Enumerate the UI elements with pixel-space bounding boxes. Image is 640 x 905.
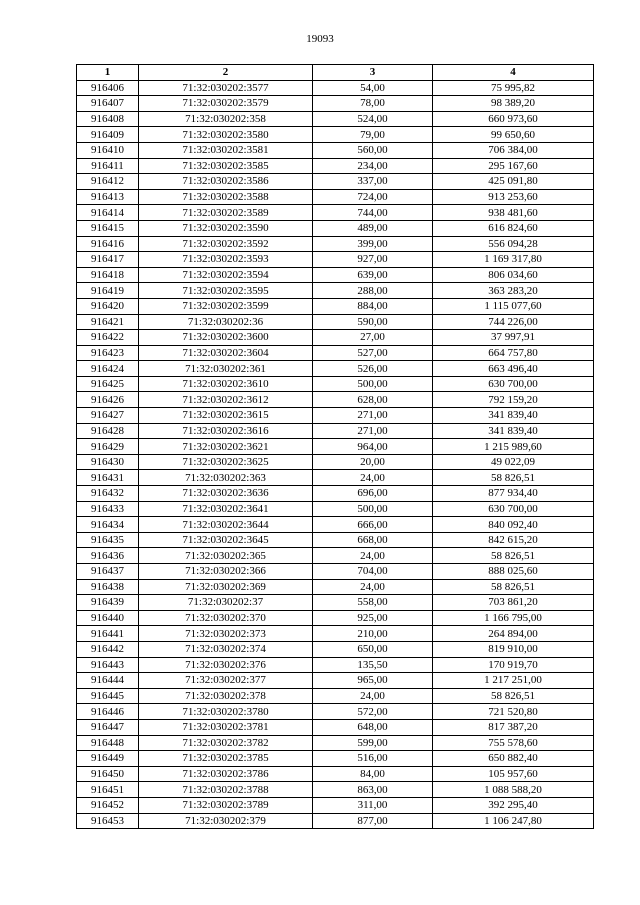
table-row — [77, 439, 594, 455]
cell-area: 877,00 — [313, 813, 433, 829]
cell-area: 648,00 — [313, 719, 433, 735]
table-row — [77, 486, 594, 502]
cell-number: 916419 — [77, 283, 139, 299]
cell-value: 792 159,20 — [433, 392, 594, 408]
cell-value: 819 910,00 — [433, 641, 594, 657]
cell-value: 58 826,51 — [433, 688, 594, 704]
cell-area: 27,00 — [313, 330, 433, 346]
cell-value: 840 092,40 — [433, 517, 594, 533]
cell-area: 925,00 — [313, 610, 433, 626]
cell-number: 916421 — [77, 314, 139, 330]
table-row — [77, 283, 594, 299]
cell-value: 755 578,60 — [433, 735, 594, 751]
cell-cadastral-number: 71:32:030202:3780 — [139, 704, 313, 720]
table-row — [77, 174, 594, 190]
table-row — [77, 564, 594, 580]
cell-cadastral-number: 71:32:030202:369 — [139, 579, 313, 595]
cell-value: 75 995,82 — [433, 80, 594, 96]
cell-cadastral-number: 71:32:030202:3577 — [139, 80, 313, 96]
column-header-2: 2 — [139, 65, 313, 81]
cell-value: 663 496,40 — [433, 361, 594, 377]
cell-area: 311,00 — [313, 797, 433, 813]
cell-number: 916412 — [77, 174, 139, 190]
cell-area: 704,00 — [313, 564, 433, 580]
cell-area: 234,00 — [313, 158, 433, 174]
cell-number: 916422 — [77, 330, 139, 346]
table-row — [77, 236, 594, 252]
cell-area: 78,00 — [313, 96, 433, 112]
cell-cadastral-number: 71:32:030202:37 — [139, 595, 313, 611]
cell-area: 271,00 — [313, 423, 433, 439]
cell-area: 399,00 — [313, 236, 433, 252]
cell-value: 721 520,80 — [433, 704, 594, 720]
cell-area: 288,00 — [313, 283, 433, 299]
table-row — [77, 579, 594, 595]
cell-value: 425 091,80 — [433, 174, 594, 190]
cell-number: 916432 — [77, 486, 139, 502]
table-row — [77, 751, 594, 767]
table-row — [77, 735, 594, 751]
table-row — [77, 298, 594, 314]
cell-value: 616 824,60 — [433, 220, 594, 236]
table-row — [77, 205, 594, 221]
cell-value: 58 826,51 — [433, 470, 594, 486]
cell-cadastral-number: 71:32:030202:3581 — [139, 142, 313, 158]
cell-value: 877 934,40 — [433, 486, 594, 502]
table-row — [77, 657, 594, 673]
table-row — [77, 517, 594, 533]
table-row — [77, 532, 594, 548]
cell-area: 24,00 — [313, 579, 433, 595]
cell-cadastral-number: 71:32:030202:3595 — [139, 283, 313, 299]
cell-cadastral-number: 71:32:030202:370 — [139, 610, 313, 626]
cell-cadastral-number: 71:32:030202:358 — [139, 111, 313, 127]
cell-area: 590,00 — [313, 314, 433, 330]
table-row — [77, 127, 594, 143]
cell-cadastral-number: 71:32:030202:3645 — [139, 532, 313, 548]
cell-number: 916446 — [77, 704, 139, 720]
cell-area: 964,00 — [313, 439, 433, 455]
cell-number: 916436 — [77, 548, 139, 564]
cell-value: 1 215 989,60 — [433, 439, 594, 455]
table-row — [77, 158, 594, 174]
cell-value: 341 839,40 — [433, 408, 594, 424]
cell-area: 79,00 — [313, 127, 433, 143]
cell-cadastral-number: 71:32:030202:3615 — [139, 408, 313, 424]
cell-cadastral-number: 71:32:030202:377 — [139, 673, 313, 689]
table-body — [77, 80, 594, 829]
cell-cadastral-number: 71:32:030202:363 — [139, 470, 313, 486]
table-row — [77, 392, 594, 408]
table-row — [77, 423, 594, 439]
cell-cadastral-number: 71:32:030202:366 — [139, 564, 313, 580]
cell-number: 916451 — [77, 782, 139, 798]
cell-cadastral-number: 71:32:030202:3592 — [139, 236, 313, 252]
cell-area: 526,00 — [313, 361, 433, 377]
cell-number: 916416 — [77, 236, 139, 252]
cell-value: 1 106 247,80 — [433, 813, 594, 829]
table-row — [77, 376, 594, 392]
table-header-row — [77, 65, 594, 81]
cell-number: 916453 — [77, 813, 139, 829]
cell-cadastral-number: 71:32:030202:3782 — [139, 735, 313, 751]
cell-area: 744,00 — [313, 205, 433, 221]
table-row — [77, 314, 594, 330]
cell-area: 135,50 — [313, 657, 433, 673]
cell-number: 916435 — [77, 532, 139, 548]
cell-area: 965,00 — [313, 673, 433, 689]
cell-area: 24,00 — [313, 470, 433, 486]
cell-area: 54,00 — [313, 80, 433, 96]
cell-area: 516,00 — [313, 751, 433, 767]
cell-area: 271,00 — [313, 408, 433, 424]
cell-cadastral-number: 71:32:030202:3579 — [139, 96, 313, 112]
cell-number: 916449 — [77, 751, 139, 767]
cell-number: 916431 — [77, 470, 139, 486]
cell-value: 706 384,00 — [433, 142, 594, 158]
cell-cadastral-number: 71:32:030202:3588 — [139, 189, 313, 205]
cell-area: 650,00 — [313, 641, 433, 657]
cell-number: 916409 — [77, 127, 139, 143]
cell-cadastral-number: 71:32:030202:3589 — [139, 205, 313, 221]
cell-number: 916414 — [77, 205, 139, 221]
cell-value: 1 217 251,00 — [433, 673, 594, 689]
cell-cadastral-number: 71:32:030202:3585 — [139, 158, 313, 174]
cell-number: 916428 — [77, 423, 139, 439]
cell-cadastral-number: 71:32:030202:365 — [139, 548, 313, 564]
cell-cadastral-number: 71:32:030202:3580 — [139, 127, 313, 143]
cell-number: 916430 — [77, 454, 139, 470]
cell-number: 916438 — [77, 579, 139, 595]
cell-value: 392 295,40 — [433, 797, 594, 813]
cell-cadastral-number: 71:32:030202:3593 — [139, 252, 313, 268]
cell-area: 668,00 — [313, 532, 433, 548]
table-row — [77, 470, 594, 486]
cell-value: 58 826,51 — [433, 579, 594, 595]
cell-cadastral-number: 71:32:030202:376 — [139, 657, 313, 673]
cell-area: 628,00 — [313, 392, 433, 408]
cell-cadastral-number: 71:32:030202:3786 — [139, 766, 313, 782]
table-row — [77, 641, 594, 657]
cell-number: 916444 — [77, 673, 139, 689]
table-row — [77, 501, 594, 517]
register-table — [76, 64, 594, 829]
cell-number: 916445 — [77, 688, 139, 704]
cell-number: 916408 — [77, 111, 139, 127]
cell-number: 916452 — [77, 797, 139, 813]
cell-cadastral-number: 71:32:030202:3785 — [139, 751, 313, 767]
cell-number: 916420 — [77, 298, 139, 314]
cell-value: 888 025,60 — [433, 564, 594, 580]
cell-area: 24,00 — [313, 548, 433, 564]
cell-value: 556 094,28 — [433, 236, 594, 252]
cell-value: 630 700,00 — [433, 501, 594, 517]
cell-cadastral-number: 71:32:030202:3590 — [139, 220, 313, 236]
cell-value: 913 253,60 — [433, 189, 594, 205]
cell-value: 99 650,60 — [433, 127, 594, 143]
cell-cadastral-number: 71:32:030202:378 — [139, 688, 313, 704]
cell-cadastral-number: 71:32:030202:36 — [139, 314, 313, 330]
cell-value: 1 169 317,80 — [433, 252, 594, 268]
cell-value: 650 882,40 — [433, 751, 594, 767]
cell-area: 696,00 — [313, 486, 433, 502]
cell-area: 599,00 — [313, 735, 433, 751]
cell-value: 1 115 077,60 — [433, 298, 594, 314]
cell-value: 817 387,20 — [433, 719, 594, 735]
page-number: 19093 — [306, 33, 334, 45]
cell-cadastral-number: 71:32:030202:3781 — [139, 719, 313, 735]
cell-value: 105 957,60 — [433, 766, 594, 782]
cell-number: 916423 — [77, 345, 139, 361]
cell-cadastral-number: 71:32:030202:3604 — [139, 345, 313, 361]
cell-number: 916448 — [77, 735, 139, 751]
cell-value: 58 826,51 — [433, 548, 594, 564]
cell-number: 916443 — [77, 657, 139, 673]
cell-number: 916424 — [77, 361, 139, 377]
cell-number: 916437 — [77, 564, 139, 580]
cell-cadastral-number: 71:32:030202:3599 — [139, 298, 313, 314]
cell-value: 264 894,00 — [433, 626, 594, 642]
cell-number: 916434 — [77, 517, 139, 533]
table-row — [77, 96, 594, 112]
cell-number: 916413 — [77, 189, 139, 205]
cell-area: 927,00 — [313, 252, 433, 268]
table-row — [77, 813, 594, 829]
cell-value: 363 283,20 — [433, 283, 594, 299]
cell-value: 341 839,40 — [433, 423, 594, 439]
cell-cadastral-number: 71:32:030202:3594 — [139, 267, 313, 283]
cell-number: 916417 — [77, 252, 139, 268]
cell-value: 37 997,91 — [433, 330, 594, 346]
cell-number: 916418 — [77, 267, 139, 283]
cell-number: 916415 — [77, 220, 139, 236]
cell-cadastral-number: 71:32:030202:374 — [139, 641, 313, 657]
table-row — [77, 330, 594, 346]
cell-area: 560,00 — [313, 142, 433, 158]
cell-number: 916450 — [77, 766, 139, 782]
table-row — [77, 408, 594, 424]
table-row — [77, 220, 594, 236]
cell-value: 744 226,00 — [433, 314, 594, 330]
cell-area: 863,00 — [313, 782, 433, 798]
cell-value: 703 861,20 — [433, 595, 594, 611]
table-row — [77, 766, 594, 782]
cell-area: 489,00 — [313, 220, 433, 236]
cell-area: 210,00 — [313, 626, 433, 642]
cell-cadastral-number: 71:32:030202:3586 — [139, 174, 313, 190]
table-row — [77, 704, 594, 720]
table-row — [77, 189, 594, 205]
table-row — [77, 345, 594, 361]
cell-value: 806 034,60 — [433, 267, 594, 283]
cell-number: 916429 — [77, 439, 139, 455]
cell-area: 24,00 — [313, 688, 433, 704]
cell-number: 916439 — [77, 595, 139, 611]
cell-cadastral-number: 71:32:030202:3612 — [139, 392, 313, 408]
table-row — [77, 688, 594, 704]
cell-value: 938 481,60 — [433, 205, 594, 221]
cell-area: 527,00 — [313, 345, 433, 361]
cell-area: 572,00 — [313, 704, 433, 720]
cell-number: 916433 — [77, 501, 139, 517]
cell-cadastral-number: 71:32:030202:3789 — [139, 797, 313, 813]
cell-area: 84,00 — [313, 766, 433, 782]
table-row — [77, 252, 594, 268]
table-row — [77, 111, 594, 127]
table-row — [77, 719, 594, 735]
cell-value: 842 615,20 — [433, 532, 594, 548]
cell-value: 1 166 795,00 — [433, 610, 594, 626]
cell-number: 916426 — [77, 392, 139, 408]
cell-number: 916425 — [77, 376, 139, 392]
column-header-4: 4 — [433, 65, 594, 81]
cell-area: 20,00 — [313, 454, 433, 470]
cell-value: 170 919,70 — [433, 657, 594, 673]
cell-cadastral-number: 71:32:030202:3625 — [139, 454, 313, 470]
cell-cadastral-number: 71:32:030202:3644 — [139, 517, 313, 533]
column-header-1: 1 — [77, 65, 139, 81]
cell-value: 49 022,09 — [433, 454, 594, 470]
cell-number: 916411 — [77, 158, 139, 174]
cell-area: 524,00 — [313, 111, 433, 127]
cell-value: 660 973,60 — [433, 111, 594, 127]
cell-area: 639,00 — [313, 267, 433, 283]
cell-cadastral-number: 71:32:030202:3610 — [139, 376, 313, 392]
table-row — [77, 782, 594, 798]
cell-value: 630 700,00 — [433, 376, 594, 392]
cell-cadastral-number: 71:32:030202:373 — [139, 626, 313, 642]
cell-area: 500,00 — [313, 501, 433, 517]
cell-number: 916407 — [77, 96, 139, 112]
cell-value: 664 757,80 — [433, 345, 594, 361]
column-header-3: 3 — [313, 65, 433, 81]
table-row — [77, 595, 594, 611]
table-row — [77, 80, 594, 96]
cell-area: 884,00 — [313, 298, 433, 314]
cell-area: 558,00 — [313, 595, 433, 611]
cell-number: 916447 — [77, 719, 139, 735]
cell-cadastral-number: 71:32:030202:3788 — [139, 782, 313, 798]
table-row — [77, 454, 594, 470]
cell-cadastral-number: 71:32:030202:3641 — [139, 501, 313, 517]
table-row — [77, 797, 594, 813]
cell-area: 666,00 — [313, 517, 433, 533]
cell-cadastral-number: 71:32:030202:379 — [139, 813, 313, 829]
cell-area: 337,00 — [313, 174, 433, 190]
cell-number: 916441 — [77, 626, 139, 642]
cell-cadastral-number: 71:32:030202:3600 — [139, 330, 313, 346]
cell-value: 295 167,60 — [433, 158, 594, 174]
cell-area: 724,00 — [313, 189, 433, 205]
table-row — [77, 267, 594, 283]
cell-number: 916406 — [77, 80, 139, 96]
table-row — [77, 626, 594, 642]
cell-number: 916410 — [77, 142, 139, 158]
table-row — [77, 610, 594, 626]
table-row — [77, 142, 594, 158]
cell-value: 1 088 588,20 — [433, 782, 594, 798]
table-row — [77, 673, 594, 689]
cell-cadastral-number: 71:32:030202:3616 — [139, 423, 313, 439]
cell-number: 916442 — [77, 641, 139, 657]
cell-number: 916427 — [77, 408, 139, 424]
cell-number: 916440 — [77, 610, 139, 626]
cell-cadastral-number: 71:32:030202:3621 — [139, 439, 313, 455]
cell-cadastral-number: 71:32:030202:3636 — [139, 486, 313, 502]
table-row — [77, 548, 594, 564]
table-row — [77, 361, 594, 377]
cell-cadastral-number: 71:32:030202:361 — [139, 361, 313, 377]
cell-area: 500,00 — [313, 376, 433, 392]
cell-value: 98 389,20 — [433, 96, 594, 112]
